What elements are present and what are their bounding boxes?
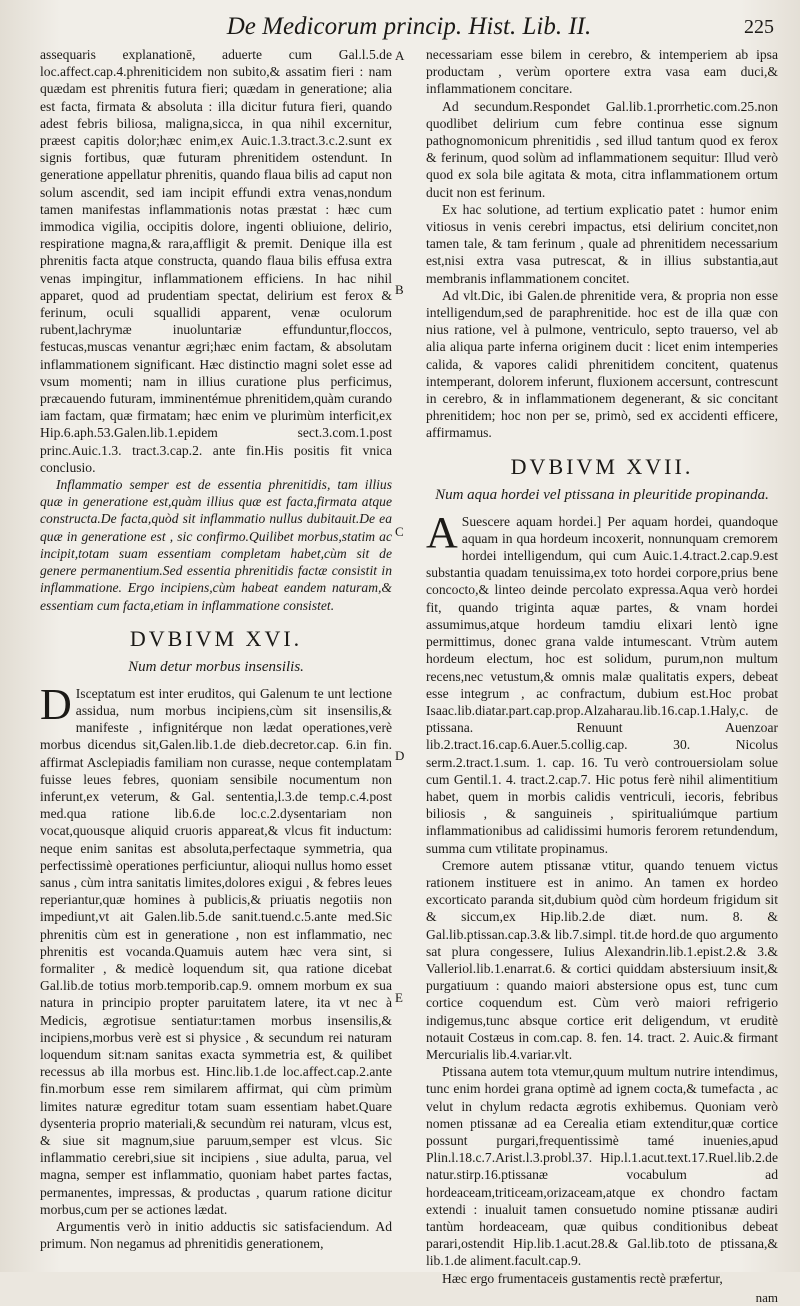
dubium-xvii-body (426, 507, 778, 857)
left-column (40, 46, 392, 1306)
dubium-xvi-text: Isceptatum est inter eruditos, qui Galenum te unt lectione assidua, num morbus incipiens,cùm sit insensilis,& manifeste , infignitérque non lædat operationes,verè morbus dicendus sit,Galen.lib.1.de dieb.decretor.cap. 6.in fin. affirmat Asclepiadis familiam non curasse, neque contemplatam fuisse leues febres, quoniam sensibile nocumentum non inferunt,ex veterum, & Gal. sententia,l.3.de temp.c.4.post med.qua ratione lib.6.de loc.c.2.dysentariam non vocat,quousque aliquid cruoris appareat,& vlcus fit inductum: neque enim sanitas est absoluta,perfectaque symmetria, qua perfectissimè operationes perficiuntur, alioqui nullus homo esset sanus , cùm intra sanitatis limites,dolores exigui , & febres leues reperiantur,quæ homines à publicis,& priuatis negotiis non impediunt,vt ait Galen.lib.5.de sanit.tuend.c.5.ante med.Sic phrenitis cùm est in generatione , non est inflammatio, nec phrenitis est vocanda.Quamuis autem hæc vera sint, si formaliter , & medicè loquendum sit, qua ratione dicebat Gal.lib.de totius morb.temporib.cap.9. omnem morbum ex sua natura in principio propter paruitatem latere, ita vt nec à Medicis, ægrotisue sentiatur:tamen morbus insensilis,& incipiens,morbus verè est si physice , & secundum rei naturam loquendum sit:nam sanitas exacta symmetria est, & quilibet recessus ab illa morbus est. Hinc.lib.1.de loc.affect.cap.2.ante fin.morbum esse rem similarem affirmat, qui cùm primùm limites naturæ egreditur totam suam essentiam habet.Quare dysenteria proprio materiali,& secundùm rei naturam, vlcus est, & siue sit magnum,siue paruum,semper est vlcus. Sic inflammatio cerebri,siue sit incipiens , siue adulta, parua, vel magna, semper est inflammatio, quoniam habet partes factas, permanentes, impressas, & productas , quarum ratione dicitur morbus,cum per se actiones lædat. (40, 685, 392, 1217)
catchword: nam (755, 1289, 778, 1305)
dubium-xvi-title: DVBIVM XVI. (129, 625, 303, 651)
dubium-xvii-title: DVBIVM XVII. (510, 453, 694, 479)
right-paragraph-3: Ex hac solutione, ad tertium explicatio patet : humor enim vitiosus in venis cerebri impactus, etsi delirium concitet,non tamen tale, & tam ferinum , quale ad phrenitidem necessarium est,nisi extra vasa putrescat, & in illius substantia,aut membranis inflammationem concitet. (426, 201, 778, 286)
dubium-xvii-question: Num aqua hordei vel ptissana in pleuritide propinanda. (435, 486, 769, 503)
dubium-xvi-body (40, 679, 392, 1218)
left-paragraph-closing: Argumentis verò in initio adductis sic satisfaciendum. Ad primum. Non negamus ad phrenitidis generationem, (40, 1219, 392, 1252)
dropcap-d: D (40, 679, 72, 729)
left-paragraph-1: assequaris explanationē, aduerte cum Gal.l.5.de loc.affect.cap.4.phreniticidem non subito,& assatim fieri : nam quædam est phrenitis futura fieri; quædam in generatione; alia est facta, firmata & absoluta : illa dicitur futura fieri, quando adest febris biliosa, maligna,sicca, in qua nihil excernitur, præest capitis dolor;hæc enim,ex Auic.1.3.tract.3.c.2.sunt ex signis fortibus, quæ futuram phrenitidem ostendunt. In generatione appellatur phrenitis, quando flaua bilis ad caput non solum ascendit, sed iam incipit effundi extra venas,nondum tamen manifestas inflammationis notas præstat : hæc cum immodica vigilia, occipitis dolore, ingenti obliuione, delirio, respiratione magna,& rara,affligit & premit. Denique illa est phrenitis facta atque constructa, quando flaua bilis effusa extra venas impingitur, inflammationem efficiens. In hac nihil apparet, quod ad prudentiam spectat, delirium est ferox & ferinum, oculi squallidi apparent, venæ oculorum rubent,lachrymæ inuoluntariæ effunduntur,floccos, festucas,muscas venantur ægri;hæc enim factam, & absolutam inflammationem significant. Hæc distinctio magni solet esse ad vsum momenti; nam in illius curatione plus perficimus, præcauendo futuram, imminentémue phrenitidem,quàm curando iam factam, quæ firmatam; hæc enim ve plurimùm interficit,ex Hip.6.aph.53.Galen.lib.1.epidem sect.3.com.1.post princ.Auic.1.3. tract.3.cap.2. ante fin.His positis fit vnica conclusio. (40, 47, 392, 475)
margin-letter-a: A (395, 48, 405, 63)
running-head-title: De Medicorum princip. Hist. Lib. II. (226, 13, 592, 40)
dubium-xvi-question: Num detur morbus insensilis. (128, 658, 304, 675)
margin-letter-d: D (395, 748, 405, 763)
dubium-xvii-text: Suescere aquam hordei.] Per aquam hordei, quandoque aquam in qua hordeum incoxerit, nonnunquam cremorem hordei intelligendum, qui cum Auic.1.4.tract.2.cap.9.est substantia quadam tenuissima,ex toto hordei corpore,prius bene concocto,& linteo deinde percolato expressa.Aqua verò hordei fit, quando triginta aquæ partes, & vnam hordei assumimus,atque hordeum tamdiu elixari lentò igne permittimus, donec grana valde intumescant. Vtrùm autem hordeum electum, hoc est solidum, purum,non multum recens,nec vetustum,& omnis malæ qualitatis expers, debeat esse integrum , ac confractum, dubium est.Hoc probat Isaac.lib.diatar.part.cap.prop.Alzaharau.lib.16.cap.1.Haly,c. de ptissana. Renuunt Auenzoar lib.2.tract.16.cap.6.Auer.5.collig.cap. 30. Nicolus serm.2.tract.1.sum. 1. cap. 16. Tu verò controuersiolam solue cum Gentil.1. 4. tract.2.cap.7. Hic potus ferè nihil alimentitium habet, quem in morbis calidis ventriculi, iecoris, febribus biliosis , & sanguineis , spiritualiúmque partium inflammationibus ad calidissimi humoris ferorem retundendum, summa cum vtilitate propinamus. (426, 513, 778, 856)
dropcap-a: A (426, 507, 458, 557)
right-paragraph-5: Cremore autem ptissanæ vtitur, quando tenuem victus rationem instituere est in animo. An tamen ex hordeo excorticato paranda sit,dubium quòd cùm hordeum frigidum sit & siccum,ex Hip.lib.2.de diæt. num. 8. & Gal.lib.ptissan.cap.3.& lib.7.simpl. tit.de hord.de quo argumento sat plura congessere, Iulius Alexandrin.lib.1.epist.2.& 3.& Valleriol.lib.1.enarrat.6. & cortici quiddam abstersiuum insit,& purgatiuum : quando maiori abstersione opus est, tunc cum cortice coquendum est. Cùm verò maiori refrigerio indigemus,tunc absque cortice erit deligendum, vt eruditè notauit Costæus in com.cap. 8. fen. 14. tract. 2. Auic.& firmant Mercurialis lib.4.variar.vlt. (426, 857, 778, 1062)
margin-letter-b: B (395, 282, 404, 297)
right-column (426, 46, 778, 1306)
margin-letter-e: E (395, 990, 403, 1005)
margin-letters (395, 46, 409, 1306)
right-paragraph-2: Ad secundum.Respondet Gal.lib.1.prorrhetic.com.25.non quodlibet delirium cum febre continua esse signum pathognomonicum phrenitidis , sed illud tantum quod ex ferox & ferinum, quod solùm ad inflammationem sequitur: Illud verò quod ex sola bile agitata & mota, citra inflammationem ortum ducit non est ferinum. (426, 98, 778, 200)
margin-letter-c: C (395, 524, 404, 539)
right-paragraph-7: Hæc ergo frumentaceis gustamentis rectè præfertur, (442, 1270, 723, 1286)
right-paragraph-1: necessariam esse bilem in cerebro, & intemperiem ab ipsa productam , verùm oportere extra vasa eam duci,& inflammationem concitare. (426, 47, 778, 97)
page-number: 225 (744, 16, 774, 38)
running-head (40, 12, 778, 42)
left-paragraph-conclusion: Inflammatio semper est de essentia phrenitidis, tam illius quæ in generatione est,quàm illius quæ est facta,firmata atque constructa.De facta,quòd sit inflammatio nullus dubitauit.De ea quæ in generatione est , sic confirmo.Quilibet morbus,statim ac incipit,totam suam essentiam completam habet,cùm sit de genere permanentium.Sed essentia phrenitidis factæ consistit in inflammatione. Ergo incipiens,cùm habeat eandem naturam,& essentiam cum facta,etiam in inflammatione consistet. (40, 477, 392, 613)
right-paragraph-6: Ptissana autem tota vtemur,quum multum nutrire intendimus, tunc enim hordei grana optimè ad ignem cocta,& tumefacta , ac velut in chylum redacta ægrotis exhibemus. Quoniam verò nomen ptissanæ ad ea Cerealia etiam extenditur,quæ cortice possunt purgari,frequentissimè tamé inuenies,apud Plin.l.18.c.7.Arist.l.3.probl.37. Hip.l.1.acut.text.17.Ruel.lib.2.de natur.stirp.16.ptissanæ vocabulum ad hordeaceam,triticeam,orizaceam,atque ex chondro factam extendi : inualuit tamen consuetudo nomine ptissanæ audiri tantùm hordeaceam, quæ quibus conditionibus debeat parari,ostendit Hip.lib.1.acut.28.& Gal.lib.toto de ptissana,& lib.1.de aliment.facult.cap.9. (426, 1064, 778, 1269)
two-column-body (40, 46, 778, 1306)
right-paragraph-4: Ad vlt.Dic, ibi Galen.de phrenitide vera, & propria non esse intelligendum,sed de paraphrenitide. hoc est de illa quæ con nius ratione, vel à pulmone, ventriculo, septo trauerso, vel ab alia aliqua parte inferna originem ducit : licet enim intemperies calida, & vapores calidi phrenitidem concitent, quatenus intemperant, dolorem inferunt, fluxionem accersunt, contrescunt in cerebro, & in inflammationem degenerant, & sic concitant phrenitidem; hoc non per se, primò, sed ex accidenti efficere, affirmamus. (426, 287, 778, 441)
